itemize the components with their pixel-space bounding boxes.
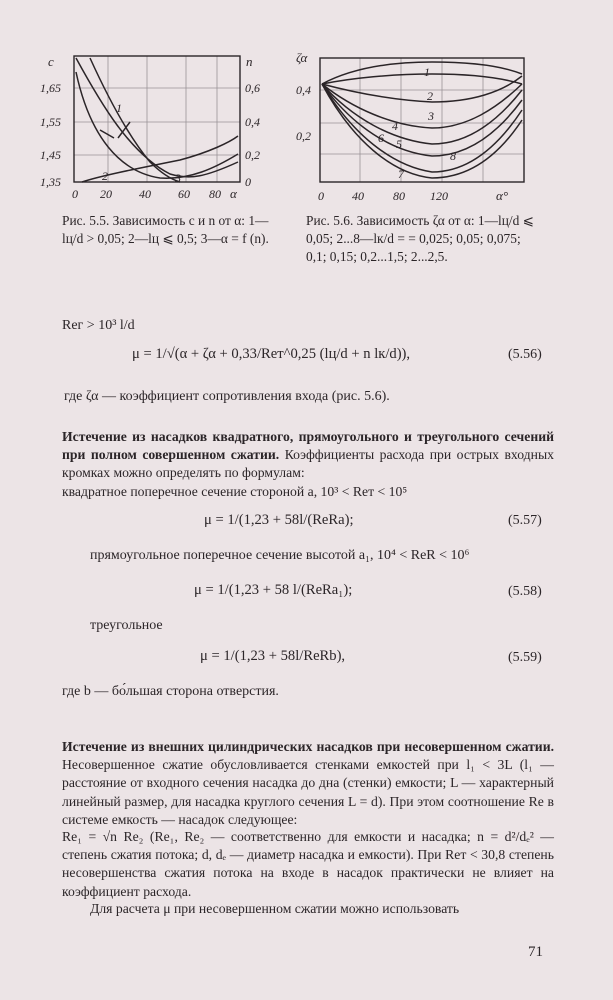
fig55-y-right-tick: 0,4 <box>245 115 260 129</box>
fig56-curve-label: 3 <box>428 109 434 123</box>
fig56-curve-label: 4 <box>392 119 398 133</box>
fig56-curve-label: 2 <box>427 89 433 103</box>
figure-5-6-caption: Рис. 5.6. Зависимость ζα от α: 1—lц/d ⩽ 0,05; 2...8—lк/d = = 0,025; 0,05; 0,075; 0,1; 0,15; 0,2...1,5; 2...2,5. <box>306 213 534 264</box>
zeta-definition: где ζα — коэффициент сопротивления входа (рис. 5.6). <box>64 389 390 404</box>
fig55-x-tick: 80 <box>209 187 221 201</box>
reynolds-relation-paragraph: Re₁ = √n Re₂ (Re₁, Re₂ — соответственно для емкости и насадка; n = d²/dₑ² — степень сжатия потока; d, dₑ — диаметр насадка и емкости). При Reт < 30,8 степень несовершенства сжатия потока на входе в насадок практически не влияет на коэффициент расхода. <box>62 829 554 899</box>
equation-number-5-59: (5.59) <box>508 650 542 665</box>
fig55-curve-label: 2 <box>102 169 108 183</box>
fig55-y-left-tick: 1,65 <box>40 81 61 95</box>
figure-5-5-plot <box>30 42 270 204</box>
fig55-x-tick: 40 <box>139 187 151 201</box>
section-heading: Истечение из внешних цилиндрических насадков при несовершенном сжатии. <box>62 739 554 754</box>
fig56-x-tick: 40 <box>352 189 364 203</box>
b-definition: где b — бо́льшая сторона отверстия. <box>62 684 279 699</box>
fig56-x-label: α° <box>496 188 509 203</box>
equation-number-5-57: (5.57) <box>508 513 542 528</box>
square-section-line: квадратное поперечное сечение стороной a, 10³ < Reт < 10⁵ <box>62 483 408 499</box>
equation-5-58: μ = 1/(1,23 + 58 l/(ReRa₁); <box>194 582 353 598</box>
figure-5-6-plot <box>282 48 562 208</box>
fig56-x-tick: 80 <box>393 189 405 203</box>
fig56-y-tick: 0,4 <box>296 83 311 97</box>
section-imperfect-contraction <box>62 738 554 829</box>
last-line: Для расчета μ при несовершенном сжатии можно использовать <box>90 901 460 916</box>
equation-number-5-58: (5.58) <box>508 584 542 599</box>
section-heading: Истечение из насадков квадратного, прямоугольного и треугольного сечений при полном совершенном сжатии. <box>62 429 554 463</box>
fig56-curve-label: 7 <box>398 167 404 181</box>
fig55-y-right-tick: 0,2 <box>245 148 260 162</box>
fig55-y-left-label: c <box>48 54 54 69</box>
figure-5-5-caption: Рис. 5.5. Зависимость c и n от α: 1—lц/d > 0,05; 2—lц ⩽ 0,5; 3—α = f (n). <box>62 213 269 246</box>
fig55-y-right-tick: 0,6 <box>245 81 260 95</box>
fig56-x-tick: 0 <box>318 189 324 203</box>
fig56-x-tick: 120 <box>430 189 448 203</box>
fig56-curve-label: 5 <box>396 137 402 151</box>
fig55-curve-label: 3 <box>175 171 181 185</box>
fig55-x-tick: 60 <box>178 187 190 201</box>
section-square-rect-tri <box>62 428 554 501</box>
fig55-curve-label: 1 <box>116 101 122 115</box>
fig55-x-tick: 20 <box>100 187 112 201</box>
fig56-curve-label: 1 <box>424 65 430 79</box>
equation-5-59: μ = 1/(1,23 + 58l/ReRb), <box>200 648 346 664</box>
section-body: Коэффициенты расхода при острых входных кромках можно определять по формулам: <box>62 447 555 481</box>
section-body: Несовершенное сжатие обусловливается стенками емкостей при l₁ < 3L (l₁ — расстояние от входного сечения насадка до дна (стенки) емкости; L — характерный линейный размер, для насадка круглого сечения L = d). При этом соотношение Re в системе емкость — насадок следующее: <box>62 757 554 827</box>
fig55-y-left-tick: 1,55 <box>40 115 61 129</box>
rectangular-section-line: прямоугольное поперечное сечение высотой a₁, 10⁴ < ReR < 10⁶ <box>90 548 470 563</box>
fig56-y-label: ζα <box>296 50 308 65</box>
fig56-curve-label: 6 <box>378 131 384 145</box>
triangular-section-line: треугольное <box>90 618 163 633</box>
fig56-curve-label: 8 <box>450 149 456 163</box>
equation-number-5-56: (5.56) <box>508 347 542 362</box>
fig55-y-right-tick: 0 <box>245 175 251 189</box>
fig55-x-tick: 0 <box>72 187 78 201</box>
fig55-y-left-tick: 1,45 <box>40 148 61 162</box>
fig55-y-left-tick: 1,35 <box>40 175 61 189</box>
equation-5-56: μ = 1/√(α + ζα + 0,33/Reт^0,25 (lц/d + n lк/d)), <box>132 346 411 362</box>
fig55-x-label: α <box>230 186 237 201</box>
fig55-y-right-label: n <box>246 54 253 69</box>
fig56-y-tick: 0,2 <box>296 129 311 143</box>
page-number: 71 <box>528 944 543 960</box>
reynolds-condition: Reг > 10³ l/d <box>62 318 135 333</box>
equation-5-57: μ = 1/(1,23 + 58l/(ReRa); <box>204 512 354 528</box>
